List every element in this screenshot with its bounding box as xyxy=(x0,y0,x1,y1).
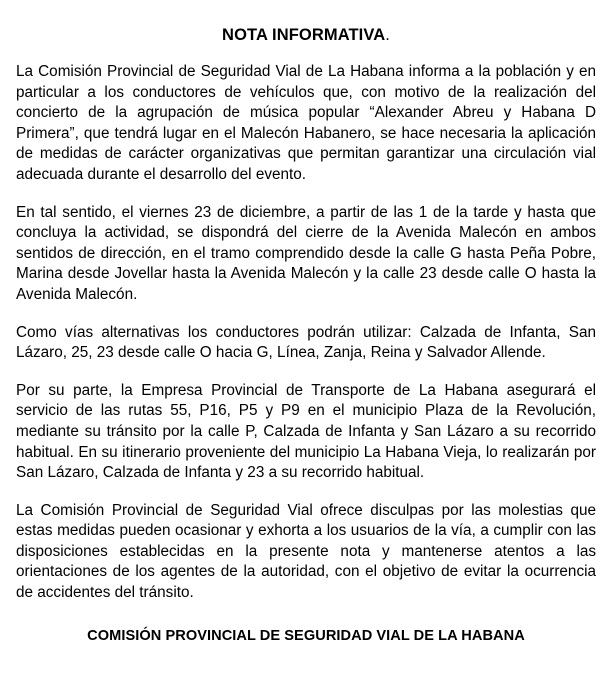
paragraph-announcement: La Comisión Provincial de Seguridad Vial de La Habana informa a la población y en particular a los conductores de vehículos que, con motivo de la realización del concierto de la agrupación de música popular “Alexander Abreu y Habana D Primera”, que tendrá lugar en el Malecón Habanero, se hace necesaria la aplicación de medidas de carácter organizativas que permitan garantizar una circulación vial adecuada durante el desarrollo del evento. xyxy=(16,63,596,183)
document-title xyxy=(16,24,596,46)
paragraph-apology: La Comisión Provincial de Seguridad Vial ofrece disculpas por las molestias que estas medidas pueden ocasionar y exhorta a los usuarios de la vía, a cumplir con las disposiciones establecidas en la presente nota y mantenerse atentos a las orientaciones de los agentes de la autoridad, con el objetivo de evitar la ocurrencia de accidentes del tránsito. xyxy=(16,501,596,602)
paragraph-public-transport: Por su parte, la Empresa Provincial de Transporte de La Habana asegurará el servicio de las rutas 55, P16, P5 y P9 en el municipio Plaza de la Revolución, mediante su tránsito por la calle P, Calzada de Infanta y San Lázaro a su recorrido habitual. En su itinerario proveniente del municipio La Habana Vieja, lo realizarán por San Lázaro, Calzada de Infanta y 23 a su recorrido habitual. xyxy=(16,381,596,482)
document-page xyxy=(16,0,596,646)
paragraph-alternative-routes: Como vías alternativas los conductores podrán utilizar: Calzada de Infanta, San Lázaro, 25, 23 desde calle O hacia G, Línea, Zanja, Reina y Salvador Allende. xyxy=(16,323,596,362)
document-signature: COMISIÓN PROVINCIAL DE SEGURIDAD VIAL DE LA HABANA xyxy=(87,627,525,644)
document-title-text: NOTA INFORMATIVA xyxy=(222,26,386,44)
document-title-period: . xyxy=(385,26,390,44)
paragraph-road-closures: En tal sentido, el viernes 23 de diciembre, a partir de las 1 de la tarde y hasta que concluya la actividad, se dispondrá del cierre de la Avenida Malecón en ambos sentidos de dirección, en el tramo comprendido desde la calle G hasta Peña Pobre, Marina desde Jovellar hasta la Avenida Malecón y la calle 23 desde calle O hasta la Avenida Malecón. xyxy=(16,203,596,303)
